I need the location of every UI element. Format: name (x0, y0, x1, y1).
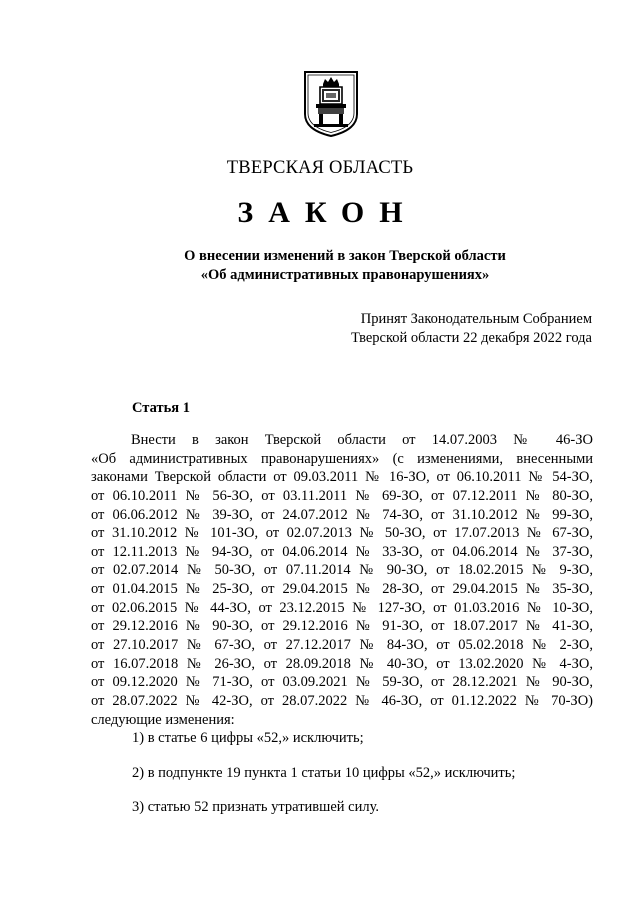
adoption-note (351, 310, 592, 348)
article-body-line: «Об административных правонарушениях» (с изменениями, внесенными (91, 450, 593, 467)
tver-coat-of-arms-icon (302, 70, 360, 138)
adoption-note-line-2: Тверской области 22 декабря 2022 года (350, 330, 592, 346)
amendment-item-2: 2) в подпункте 19 пункта 1 статьи 10 цифры «52,» исключить; (132, 765, 516, 781)
article-body-line: от 12.11.2013 № 94-ЗО, от 04.06.2014 № 33-ЗО, от 04.06.2014 № 37-ЗО, (91, 543, 593, 560)
amendment-item-1: 1) в статье 6 цифры «52,» исключить; (132, 730, 364, 746)
article-body-line: законами Тверской области от 09.03.2011 № 16-ЗО, от 06.10.2011 № 54-ЗО, (91, 469, 593, 486)
law-subject-line-2: «Об административных правонарушениях» (200, 267, 490, 283)
article-body-line: от 01.04.2015 № 25-ЗО, от 29.04.2015 № 28-ЗО, от 29.04.2015 № 35-ЗО, (91, 581, 593, 598)
article-body-line: Внести в закон Тверской области от 14.07.2003 № 46-ЗО (131, 432, 593, 448)
article-body-line: от 06.06.2012 № 39-ЗО, от 24.07.2012 № 74-ЗО, от 31.10.2012 № 99-ЗО, (91, 506, 593, 523)
article-body-line: от 16.07.2018 № 26-ЗО, от 28.09.2018 № 40-ЗО, от 13.02.2020 № 4-ЗО, (91, 655, 593, 672)
article-body (91, 431, 593, 729)
law-subject (0, 247, 640, 285)
article-body-line: от 09.12.2020 № 71-ЗО, от 03.09.2021 № 59-ЗО, от 28.12.2021 № 90-ЗО, (91, 674, 593, 691)
article-body-line: от 28.07.2022 № 42-ЗО, от 28.07.2022 № 46-ЗО, от 01.12.2022 № 70-ЗО) (91, 692, 593, 709)
article-body-line: от 06.10.2011 № 56-ЗО, от 03.11.2011 № 69-ЗО, от 07.12.2011 № 80-ЗО, (91, 487, 593, 504)
law-subject-line-1: О внесении изменений в закон Тверской области (184, 248, 506, 264)
article-body-line: от 31.10.2012 № 101-ЗО, от 02.07.2013 № 50-ЗО, от 17.07.2013 № 67-ЗО, (91, 525, 593, 542)
article-body-line: от 02.07.2014 № 50-ЗО, от 07.11.2014 № 90-ЗО, от 18.02.2015 № 9-ЗО, (91, 562, 593, 579)
article-body-line: от 29.12.2016 № 90-ЗО, от 29.12.2016 № 91-ЗО, от 18.07.2017 № 41-ЗО, (91, 618, 593, 635)
adoption-note-line-1: Принят Законодательным Собранием (360, 311, 592, 327)
article-body-line: от 02.06.2015 № 44-ЗО, от 23.12.2015 № 127-ЗО, от 01.03.2016 № 10-ЗО, (91, 599, 593, 616)
amendment-item-3: 3) статью 52 признать утратившей силу. (132, 799, 379, 815)
region-title: ТВЕРСКАЯ ОБЛАСТЬ (226, 158, 414, 178)
article-body-line: от 27.10.2017 № 67-ЗО, от 27.12.2017 № 84-ЗО, от 05.02.2018 № 2-ЗО, (91, 637, 593, 654)
article-body-line: следующие изменения: (91, 711, 235, 728)
article-heading: Статья 1 (132, 400, 190, 416)
document-type-title: ЗАКОН (237, 196, 418, 229)
